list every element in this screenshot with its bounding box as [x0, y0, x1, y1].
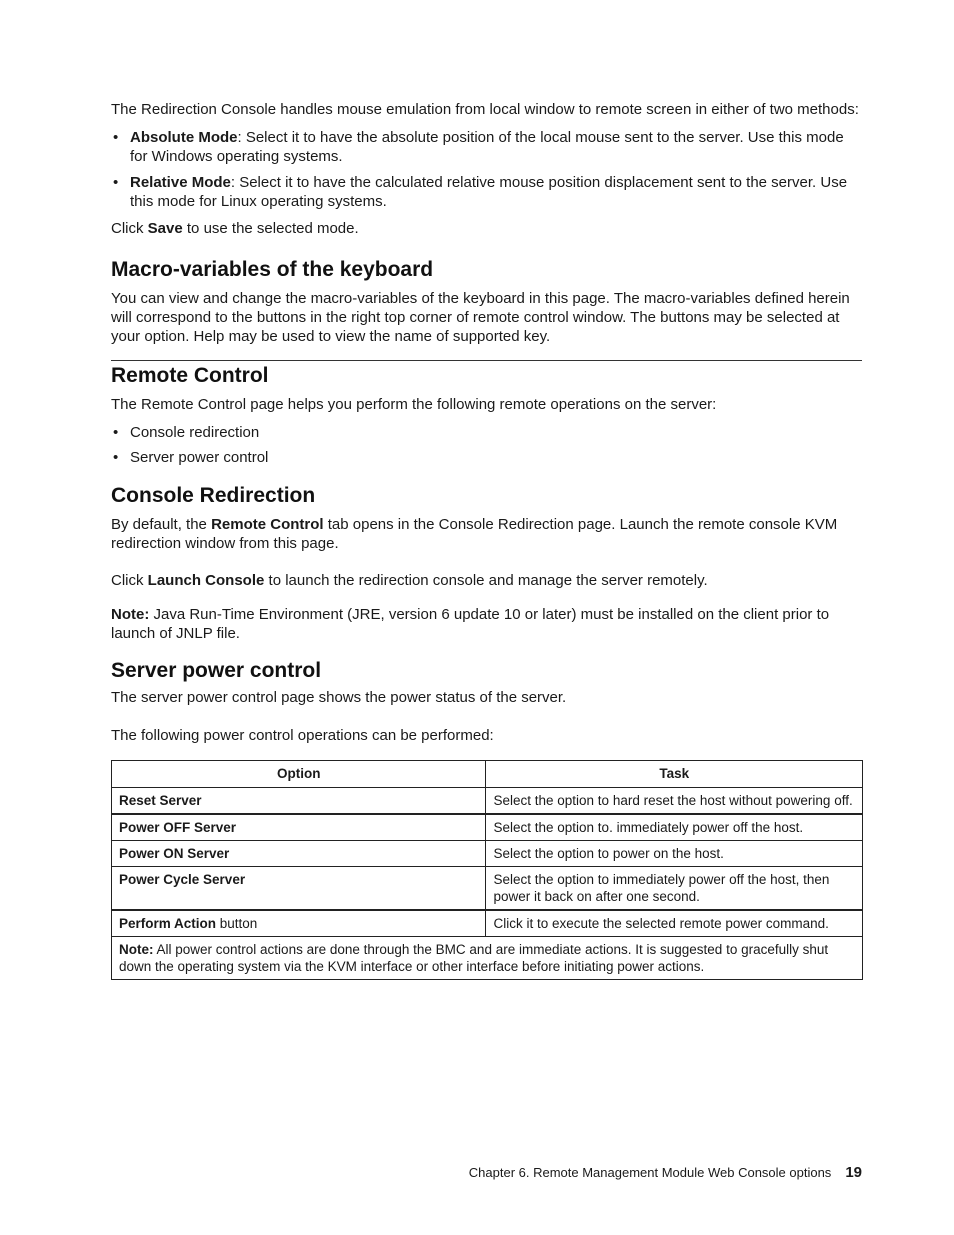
macro-paragraph: You can view and change the macro-variables of the keyboard in this page. The macro-variables defined herein will correspond to the buttons in the right top corner of remote control window. The buttons may be selected at your option. Help may be used to view the name of supported key. — [111, 290, 850, 345]
table-note-row — [112, 937, 863, 980]
console-p2-pre: Click — [111, 572, 148, 589]
click-save-paragraph — [111, 219, 862, 238]
task-cell: Select the option to. immediately power off the host. — [486, 814, 863, 841]
console-paragraph-1 — [111, 515, 862, 553]
task-cell: Select the option to immediately power off the host, then power it back on after one second. — [486, 867, 863, 911]
table-note-label: Note: — [119, 942, 154, 957]
relative-mode-term: Relative Mode — [130, 174, 231, 191]
table-row — [112, 910, 863, 937]
option-name: Power Cycle Server — [119, 872, 246, 887]
table-row — [112, 867, 863, 911]
save-term: Save — [147, 220, 183, 237]
task-cell: Select the option to hard reset the host without powering off. — [486, 788, 863, 815]
absolute-mode-term: Absolute Mode — [130, 129, 238, 146]
click-save-post: to use the selected mode. — [182, 220, 359, 237]
console-p1-post: tab opens in the Console Redirection page. Launch the remote console KVM redirection window from this page. — [111, 516, 838, 552]
task-cell: Select the option to power on the host. — [486, 841, 863, 867]
absolute-mode-desc: : Select it to have the absolute position of the local mouse sent to the server. Use this mode for Windows operating systems. — [130, 129, 844, 165]
option-name: Reset Server — [119, 793, 202, 808]
option-name: Power ON Server — [119, 846, 230, 861]
intro-paragraph: The Redirection Console handles mouse emulation from local window to remote screen in either of two methods: — [111, 101, 859, 118]
table-note-cell — [112, 937, 863, 980]
power-paragraph-2: The following power control operations can be performed: — [111, 727, 494, 744]
option-cell — [112, 867, 486, 911]
relative-mode-desc: : Select it to have the calculated relative mouse position displacement sent to the server. Use this mode for Linux operating systems. — [130, 174, 848, 210]
option-cell — [112, 814, 486, 841]
console-p2-post: to launch the redirection console and manage the server remotely. — [264, 572, 708, 589]
page-footer — [111, 1163, 862, 1183]
table-note-text: All power control actions are done through the BMC and are immediate actions. It is suggested to gracefully shut down the operating system via the KVM interface or other interface before initiating power actions. — [119, 942, 829, 974]
console-note — [111, 605, 862, 643]
option-suffix: button — [216, 916, 258, 931]
option-cell — [112, 910, 486, 937]
macro-heading: Macro-variables of the keyboard — [111, 258, 434, 281]
table-row — [112, 841, 863, 867]
remote-operations-list — [111, 423, 862, 467]
table-row — [112, 788, 863, 815]
header-option: Option — [112, 761, 486, 788]
page-number: 19 — [845, 1164, 862, 1181]
list-item-relative-mode — [111, 173, 862, 211]
click-save-pre: Click — [111, 220, 148, 237]
option-name: Power OFF Server — [119, 820, 237, 835]
power-paragraph-1: The server power control page shows the power status of the server. — [111, 689, 567, 706]
table-header-row — [112, 761, 863, 788]
page-content — [111, 100, 862, 980]
header-task: Task — [486, 761, 863, 788]
mouse-mode-list — [111, 128, 862, 211]
console-p1-pre: By default, the — [111, 516, 212, 533]
console-redirection-heading: Console Redirection — [111, 484, 316, 507]
list-item-console-redirection: • Console redirection — [111, 423, 862, 442]
table-row — [112, 814, 863, 841]
list-item-server-power-control: • Server power control — [111, 448, 862, 467]
console-note-label: Note: — [111, 606, 150, 623]
footer-chapter: Chapter 6. Remote Management Module Web Console options — [468, 1165, 832, 1180]
remote-control-heading: Remote Control — [111, 364, 269, 387]
list-item-absolute-mode — [111, 128, 862, 166]
option-cell — [112, 788, 486, 815]
server-power-control-heading: Server power control — [111, 659, 322, 682]
option-cell — [112, 841, 486, 867]
task-cell: Click it to execute the selected remote power command. — [486, 910, 863, 937]
power-operations-table — [111, 760, 863, 980]
remote-control-paragraph: The Remote Control page helps you perform the following remote operations on the server: — [111, 396, 717, 413]
console-note-text: Java Run-Time Environment (JRE, version 6 update 10 or later) must be installed on the client prior to launch of JNLP file. — [111, 606, 830, 642]
launch-console-term: Launch Console — [147, 572, 265, 589]
console-paragraph-2 — [111, 571, 862, 590]
option-name: Perform Action — [119, 916, 217, 931]
remote-control-term: Remote Control — [211, 516, 324, 533]
section-divider — [111, 360, 862, 361]
